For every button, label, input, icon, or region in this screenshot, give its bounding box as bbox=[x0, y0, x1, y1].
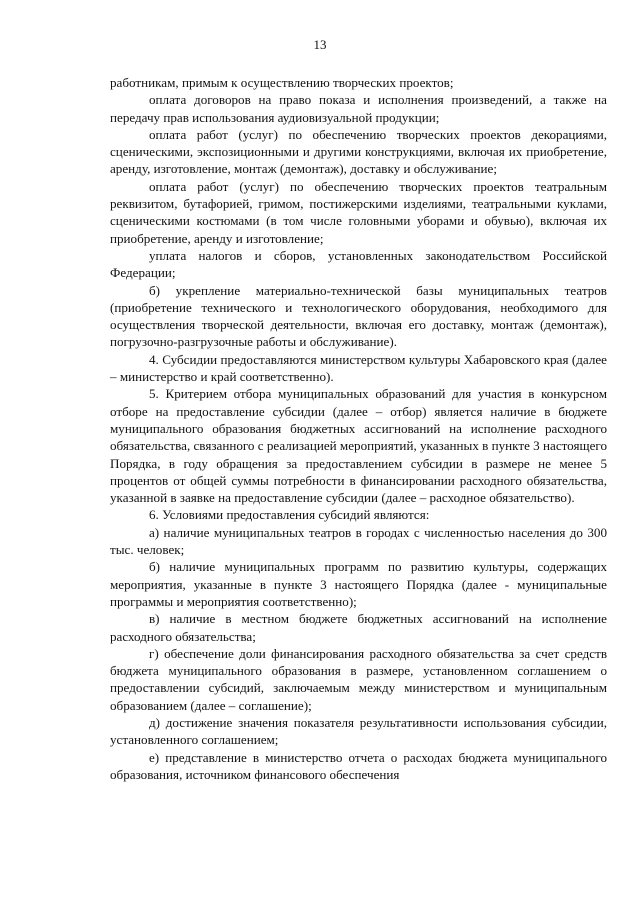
paragraph-condition-e: д) достижение значения показателя результативности использования субсидии, установленного соглашением; bbox=[110, 714, 607, 748]
paragraph-item-5: 5. Критерием отбора муниципальных образований для участия в конкурсном отборе на предоставление субсидии (далее – отбор) является наличие в бюджете муниципального образования бюджетных ассигнований на исполнение расходного обязательства, связанного с реализацией мероприятий, указанных в пункте 3 настоящего Порядка, в году обращения за предоставлением субсидии в размере не менее 5 процентов от общей суммы потребности в финансировании расходного обязательства, указанной в заявке на предоставление субсидии (далее – расходное обязательство). bbox=[110, 386, 607, 506]
paragraph-continuation: работникам, примым к осуществлению творческих проектов; bbox=[110, 75, 454, 90]
paragraph-condition-c: в) наличие в местном бюджете бюджетных ассигнований на исполнение расходного обязательства; bbox=[110, 611, 607, 644]
document-body bbox=[110, 74, 607, 783]
paragraph-decorations-payment: оплата работ (услуг) по обеспечению творческих проектов декорациями, сценическими, экспозиционными и другими конструкциями, включая их приобретение, аренду, изготовление, монтаж (демонтаж), доставку и обслуживание; bbox=[110, 126, 607, 177]
paragraph-show-rights-payment: оплата договоров на право показа и исполнения произведений, а также на передачу прав использования аудиовизуальной продукции; bbox=[110, 92, 607, 125]
page-number: 13 bbox=[313, 37, 327, 52]
paragraph-props-payment: оплата работ (услуг) по обеспечению творческих проектов театральным реквизитом, бутафорией, гримом, постижерскими изделиями, театральными куклами, сценическими костюмами (в том числе головными уборами и обувью), включая их приобретение, аренду и изготовление; bbox=[110, 178, 607, 246]
paragraph-taxes: уплата налогов и сборов, установленных законодательством Российской Федерации; bbox=[110, 247, 607, 281]
paragraph-condition-a: а) наличие муниципальных театров в городах с численностью населения до 300 тыс. человек; bbox=[110, 524, 607, 558]
paragraph-material-base: б) укрепление материально-технической базы муниципальных театров (приобретение технического и технологического оборудования, необходимого для осуществления творческой деятельности, включая его доставку, монтаж (демонтаж), погрузочно-разгрузочные работы и обслуживание). bbox=[110, 282, 607, 350]
paragraph-condition-f: е) представление в министерство отчета о расходах бюджета муниципального образования, источником финансового обеспечения bbox=[110, 749, 607, 782]
paragraph-item-4: 4. Субсидии предоставляются министерством культуры Хабаровского края (далее – министерство и край соответственно). bbox=[110, 351, 607, 385]
paragraph-condition-d: г) обеспечение доли финансирования расходного обязательства за счет средств бюджета муниципального образования в размере, установленном соглашением о предоставлении субсидий, заключаемым между министерством и муниципальным образованием (далее – соглашение); bbox=[110, 645, 607, 713]
paragraph-condition-b: б) наличие муниципальных программ по развитию культуры, содержащих мероприятия, указанные в пункте 3 настоящего Порядка (далее - муниципальные программы и мероприятия соответственно); bbox=[110, 559, 607, 609]
paragraph-item-6: 6. Условиями предоставления субсидий являются: bbox=[149, 507, 430, 523]
